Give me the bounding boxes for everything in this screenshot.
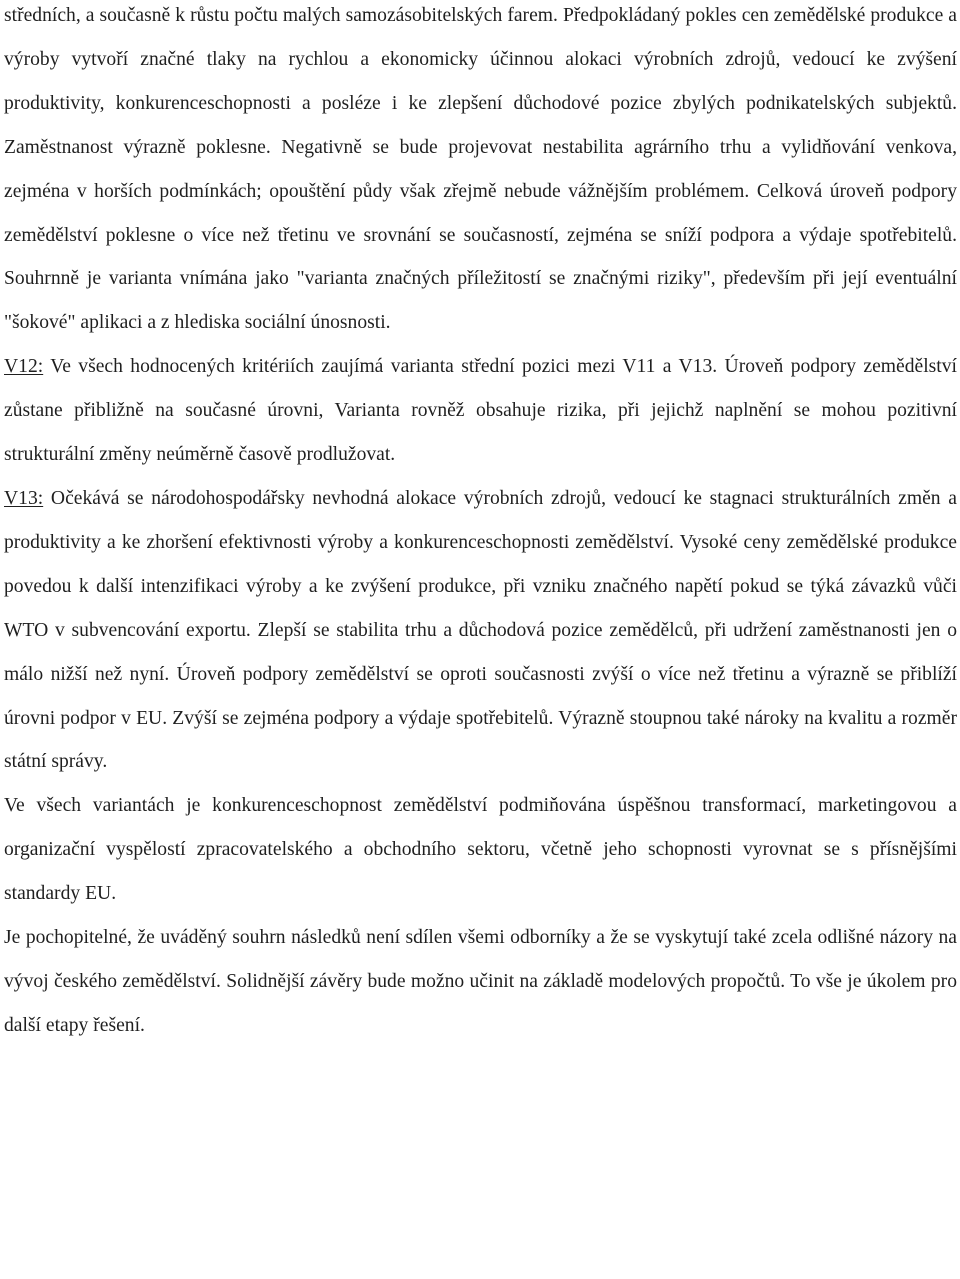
paragraph-text: Je pochopitelné, že uváděný souhrn následků není sdílen všemi odborníky a že se vyskytují také zcela odlišné názory na vývoj českého zemědělství. Solidnější závěry bude možno učinit na základě modelových propočtů. To vše je úkolem pro další etapy řešení. [4, 927, 957, 1036]
variant-label-v13: V13: [4, 487, 44, 509]
paragraph-text: Ve všech variantách je konkurenceschopnost zemědělství podmiňována úspěšnou transformací, marketingovou a organizační vyspělostí zpracovatelského a obchodního sektoru, včetně jeho schopnosti vyrovnat se s přísnějšími standardy EU. [4, 795, 957, 905]
paragraph-conclusion [4, 916, 957, 1048]
paragraph-variant-v13 [4, 477, 957, 784]
paragraph-text: středních, a současně k růstu počtu malých samozásobitelských farem. Předpokládaný pokles cen zemědělské produkce a výroby vytvoří značné tlaky na rychlou a ekonomicky účinnou alokaci výrobních zdrojů, vedoucí ke zvýšení produktivity, konkurenceschopnosti a posléze i ke zlepšení důchodové pozice zbylých podnikatelských subjektů. Zaměstnanost výrazně poklesne. Negativně se bude projevovat nestabilita agrárního trhu a vylidňování venkova, zejména v horších podmínkách; opouštění půdy však zřejmě nebude vážnějším problémem. Celková úroveň podpory zemědělství poklesne o více než třetinu ve srovnání se současností, zejména se sníží podpora a výdaje spotřebitelů. Souhrnně je varianta vnímána jako "varianta značných příležitostí se značnými riziky", především při její eventuální "šokové" aplikaci a z hlediska sociální únosnosti. [4, 5, 957, 334]
paragraph-competitiveness [4, 784, 957, 916]
paragraph-text: Očekává se národohospodářsky nevhodná alokace výrobních zdrojů, vedoucí ke stagnaci strukturálních změn a produktivity a ke zhoršení efektivnosti výroby a konkurenceschopnosti zemědělství. Vysoké ceny zemědělské produkce povedou k další intenzifikaci výroby a ke zvýšení produkce, při vzniku značného napětí pokud se týká závazků vůči WTO v subvencování exportu. Zlepší se stabilita trhu a důchodová pozice zemědělců, při udržení zaměstnanosti jen o málo nižší než nyní. Úroveň podpory zemědělství se oproti současnosti zvýší o více než třetinu a výrazně se přiblíží úrovni podpor v EU. Zvýší se zejména podpory a výdaje spotřebitelů. Výrazně stoupnou také nároky na kvalitu a rozměr státní správy. [4, 487, 957, 773]
paragraph-text: Ve všech hodnocených kritériích zaujímá varianta střední pozici mezi V11 a V13. Úroveň podpory zemědělství zůstane přibližně na současné úrovni, Varianta rovněž obsahuje rizika, při jejichž naplnění se mohou pozitivní strukturální změny neúměrně časově prodlužovat. [4, 356, 957, 466]
variant-label-v12: V12: [4, 356, 44, 378]
paragraph-variant-v11-summary [4, 0, 957, 345]
paragraph-variant-v12 [4, 345, 957, 477]
document-page [4, 0, 957, 1048]
